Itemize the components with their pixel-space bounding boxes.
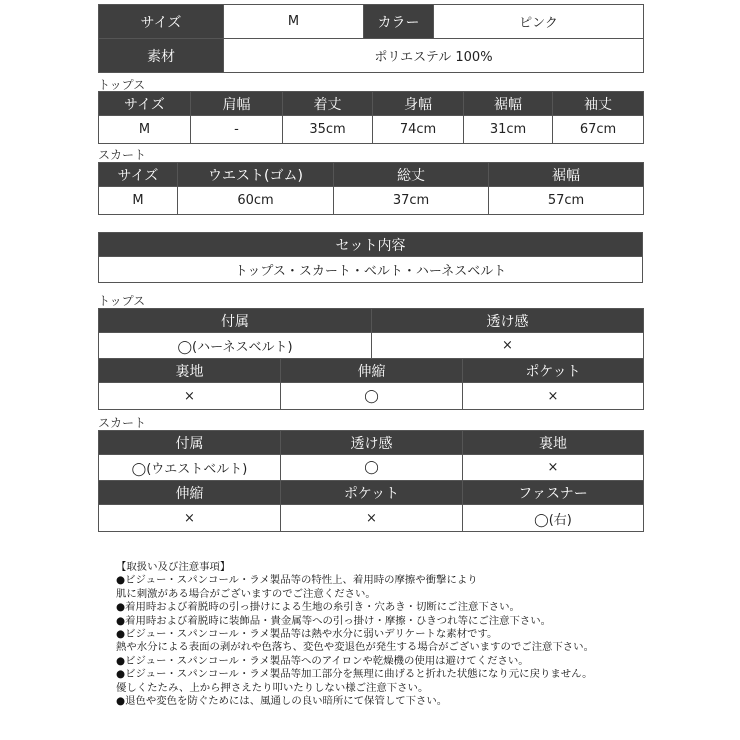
tops-feature-lining-header: 裏地 bbox=[99, 359, 281, 383]
skirt-features-label: スカート bbox=[98, 416, 147, 430]
tops-feature-pocket-header: ポケット bbox=[463, 359, 644, 383]
care-note-line: ●着用時および着脱時の引っ掛けによる生地の糸引き・穴あき・切断にご注意下さい。 bbox=[116, 601, 520, 614]
tops-header-body-width: 身幅 bbox=[373, 92, 464, 116]
set-contents-value: トップス・スカート・ベルト・ハーネスベルト bbox=[99, 257, 643, 283]
care-note-line: ●ビジュー・スパンコール・ラメ製品等の特性上、着用時の摩擦や衝撃により bbox=[116, 574, 478, 587]
skirt-features-table bbox=[98, 430, 644, 532]
material-header: 素材 bbox=[99, 39, 224, 73]
tops-value-length: 35cm bbox=[283, 116, 373, 144]
care-note-line: ●着用時および着脱時に装飾品・貴金属等への引っ掛け・摩擦・ひきつれ等にご注意下さい。 bbox=[116, 614, 552, 627]
tops-feature-sheer-value: × bbox=[372, 333, 644, 359]
material-value: ポリエステル 100% bbox=[224, 39, 644, 73]
tops-header-size: サイズ bbox=[99, 92, 191, 116]
care-note-line: ●ビジュー・スパンコール・ラメ製品等加工部分を無理に曲げると折れた状態になり元に戻りません。 bbox=[116, 668, 593, 681]
skirt-feature-stretch-value: × bbox=[99, 505, 281, 532]
tops-feature-accessory-value: ◯(ハーネスベルト) bbox=[99, 333, 372, 359]
tops-feature-stretch-header: 伸縮 bbox=[281, 359, 463, 383]
tops-feature-pocket-value: × bbox=[463, 383, 644, 410]
skirt-feature-lining-value: × bbox=[463, 455, 644, 481]
skirt-value-waist: 60cm bbox=[178, 187, 334, 215]
color-header: カラー bbox=[364, 5, 434, 39]
tops-section-label: トップス bbox=[98, 78, 146, 92]
skirt-feature-sheer-header: 透け感 bbox=[281, 431, 463, 455]
care-notes bbox=[116, 561, 636, 708]
tops-feature-sheer-header: 透け感 bbox=[372, 309, 644, 333]
tops-value-hem-width: 31cm bbox=[464, 116, 553, 144]
skirt-feature-pocket-header: ポケット bbox=[281, 481, 463, 505]
size-value: M bbox=[224, 5, 364, 39]
care-notes-title: 【取扱い及び注意事項】 bbox=[116, 561, 231, 573]
tops-header-shoulder: 肩幅 bbox=[191, 92, 283, 116]
skirt-feature-stretch-header: 伸縮 bbox=[99, 481, 281, 505]
skirt-value-hem-width: 57cm bbox=[489, 187, 644, 215]
tops-feature-lining-value: × bbox=[99, 383, 281, 410]
summary-table bbox=[98, 4, 644, 73]
skirt-feature-zipper-header: ファスナー bbox=[463, 481, 644, 505]
skirt-feature-pocket-value: × bbox=[281, 505, 463, 532]
care-note-line: 熱や水分による表面の剥がれや色落ち、変色や変退色が発生する場合がございますのでご注意下さい。 bbox=[116, 641, 594, 654]
tops-features-label: トップス bbox=[98, 294, 146, 308]
care-note-line: ●ビジュー・スパンコール・ラメ製品等は熱や水分に弱いデリケートな素材です。 bbox=[116, 628, 498, 641]
skirt-value-total-length: 37cm bbox=[334, 187, 489, 215]
tops-features-table bbox=[98, 308, 644, 410]
care-note-line: 優しくたたみ、上から押さえたり叩いたりしない様ご注意下さい。 bbox=[116, 681, 429, 694]
skirt-feature-lining-header: 裏地 bbox=[463, 431, 644, 455]
skirt-feature-accessory-header: 付属 bbox=[99, 431, 281, 455]
tops-value-size: M bbox=[99, 116, 191, 144]
skirt-header-total-length: 総丈 bbox=[334, 163, 489, 187]
care-note-line: ●退色や変色を防ぐためには、風通しの良い暗所にて保管して下さい。 bbox=[116, 695, 448, 708]
tops-feature-accessory-header: 付属 bbox=[99, 309, 372, 333]
skirt-feature-sheer-value: ◯ bbox=[281, 455, 463, 481]
tops-header-length: 着丈 bbox=[283, 92, 373, 116]
skirt-header-hem-width: 裾幅 bbox=[489, 163, 644, 187]
skirt-feature-accessory-value: ◯(ウエストベルト) bbox=[99, 455, 281, 481]
set-contents-table bbox=[98, 232, 643, 283]
tops-feature-stretch-value: ◯ bbox=[281, 383, 463, 410]
skirt-feature-zipper-value: ◯(右) bbox=[463, 505, 644, 532]
size-header: サイズ bbox=[99, 5, 224, 39]
tops-value-body-width: 74cm bbox=[373, 116, 464, 144]
tops-header-sleeve: 袖丈 bbox=[553, 92, 644, 116]
skirt-header-size: サイズ bbox=[99, 163, 178, 187]
care-note-line: 肌に刺激がある場合がございますのでご注意ください。 bbox=[116, 587, 376, 600]
care-note-line: ●ビジュー・スパンコール・ラメ製品等へのアイロンや乾燥機の使用は避けてください。 bbox=[116, 654, 529, 667]
tops-value-shoulder: - bbox=[191, 116, 283, 144]
set-contents-header: セット内容 bbox=[99, 233, 643, 257]
tops-header-hem-width: 裾幅 bbox=[464, 92, 553, 116]
skirt-section-label: スカート bbox=[98, 148, 147, 162]
color-value: ピンク bbox=[434, 5, 644, 39]
skirt-header-waist: ウエスト(ゴム) bbox=[178, 163, 334, 187]
skirt-size-table bbox=[98, 162, 644, 215]
tops-size-table bbox=[98, 91, 644, 144]
tops-value-sleeve: 67cm bbox=[553, 116, 644, 144]
skirt-value-size: M bbox=[99, 187, 178, 215]
